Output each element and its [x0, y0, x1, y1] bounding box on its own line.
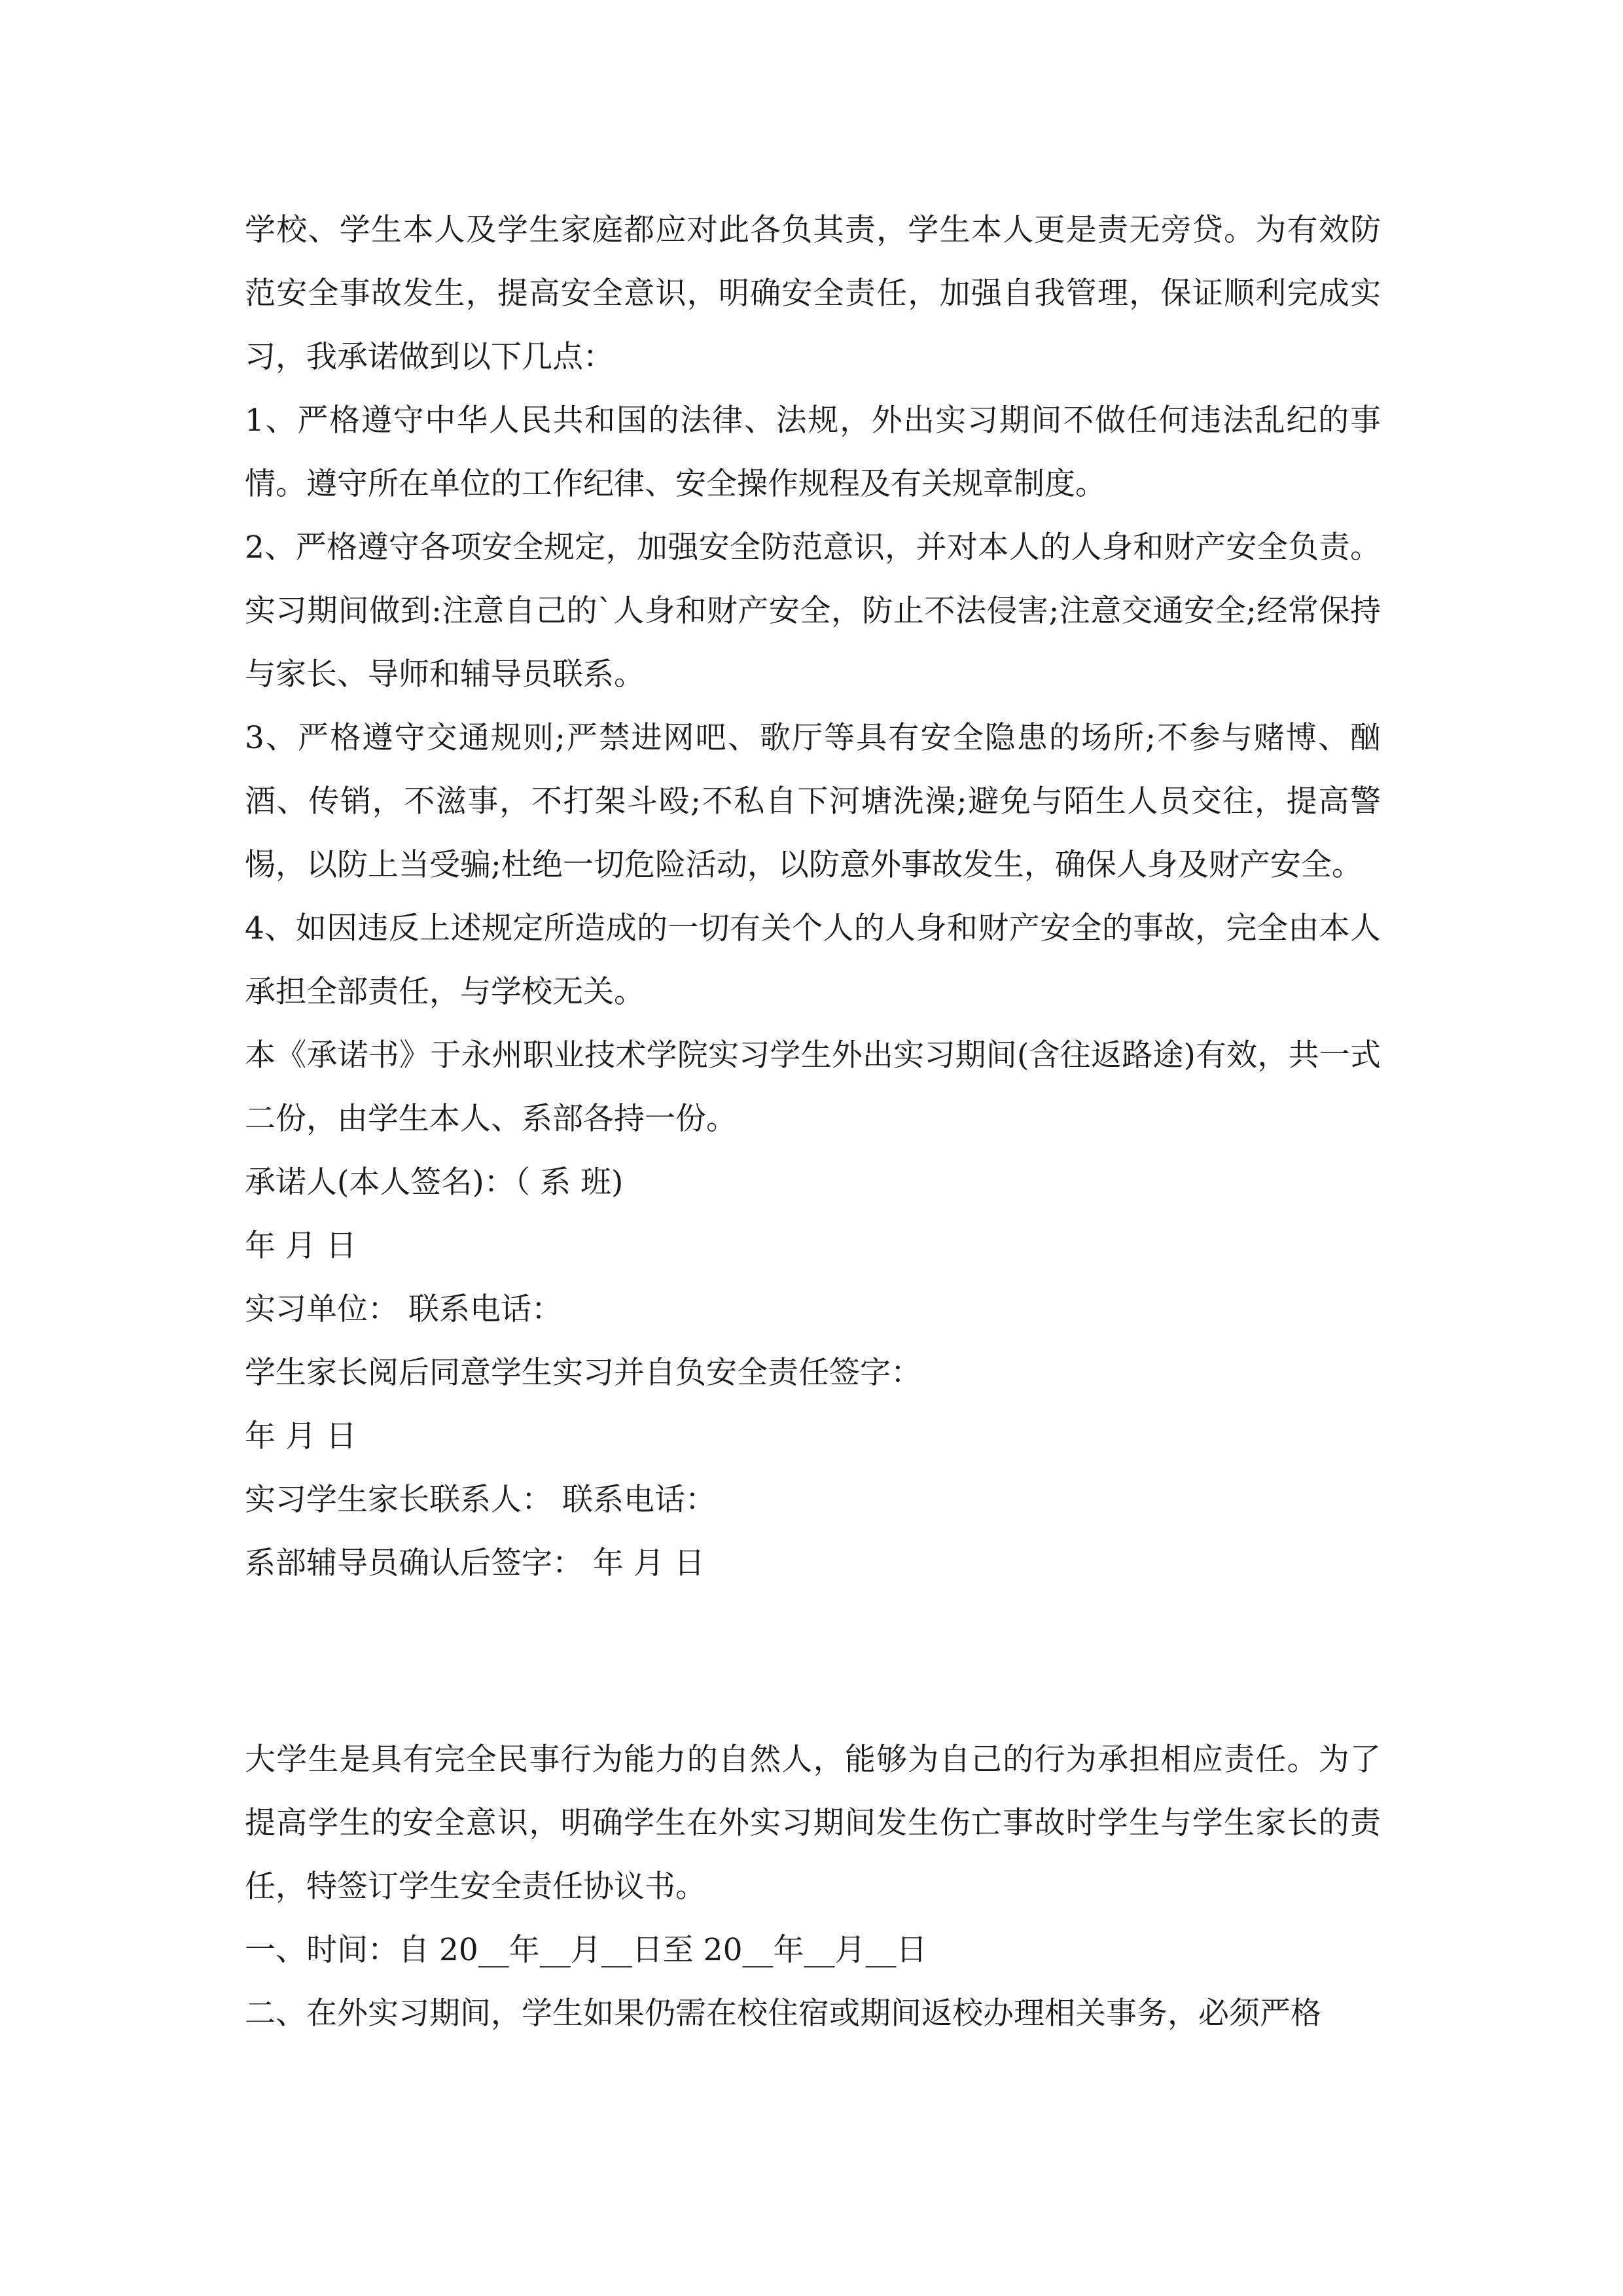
parent-contact-line: 实习学生家长联系人： 联系电话：	[245, 1482, 716, 1518]
agreement-clause-2: 二、在外实习期间，学生如果仍需在校住宿或期间返校办理相关事务，必须严格	[245, 1996, 1321, 2032]
pledge-item-1: 1、严格遵守中华人民共和国的法律、法规，外出实习期间不做任何违法乱纪的事情。遵守所在单位的工作纪律、安全操作规程及有关规章制度。	[245, 403, 1381, 502]
agreement-clause-1: 一、时间：自 20__年__月__日至 20__年__月__日	[245, 1932, 927, 1968]
pledge-item-3: 3、严格遵守交通规则;严禁进网吧、歌厅等具有安全隐患的场所;不参与赌博、酗酒、传销，不滋事，不打架斗殴;不私自下河塘洗澡;避免与陌生人员交往，提高警惕，以防上当受骗;杜绝一切危险活动，以防意外事故发生，确保人身及财产安全。	[245, 720, 1381, 883]
pledge-item-4: 4、如因违反上述规定所造成的一切有关个人的人身和财产安全的事故，完全由本人承担全部责任，与学校无关。	[245, 910, 1381, 1010]
agreement-section	[245, 1728, 1381, 2045]
signer-line: 承诺人(本人签名)：（ 系 班)	[245, 1164, 624, 1200]
pledge-section	[245, 198, 1381, 1595]
pledge-item-2: 2、严格遵守各项安全规定，加强安全防范意识，并对本人的人身和财产安全负责。实习期间做到:注意自己的`人身和财产安全，防止不法侵害;注意交通安全;经常保持与家长、导师和辅导员联系。	[245, 529, 1381, 692]
agreement-intro: 大学生是具有完全民事行为能力的自然人，能够为自己的行为承担相应责任。为了提高学生的安全意识，明确学生在外实习期间发生伤亡事故时学生与学生家长的责任，特签订学生安全责任协议书。	[245, 1742, 1381, 1905]
parent-consent-line: 学生家长阅后同意学生实习并自负安全责任签字：	[245, 1355, 921, 1391]
date-line: 年 月 日	[245, 1228, 357, 1264]
intro-paragraph: 学校、学生本人及学生家庭都应对此各负其责，学生本人更是责无旁贷。为有效防范安全事故发生，提高安全意识，明确安全责任，加强自我管理，保证顺利完成实习，我承诺做到以下几点：	[245, 212, 1381, 375]
parent-date-line: 年 月 日	[245, 1418, 357, 1454]
validity-paragraph: 本《承诺书》于永州职业技术学院实习学生外出实习期间(含往返路途)有效，共一式二份，由学生本人、系部各持一份。	[245, 1037, 1381, 1137]
counselor-sign-line: 系部辅导员确认后签字： 年 月 日	[245, 1545, 705, 1581]
internship-unit-line: 实习单位： 联系电话：	[245, 1291, 562, 1327]
